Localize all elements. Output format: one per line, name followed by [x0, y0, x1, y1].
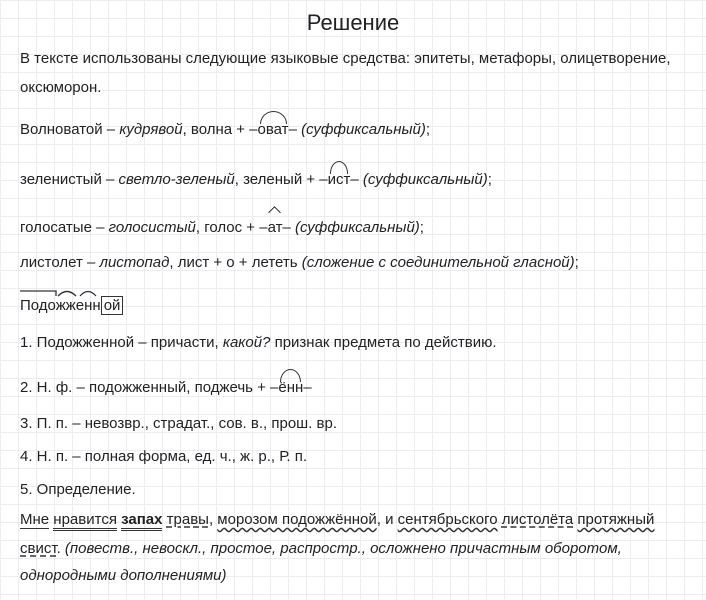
method: (суффиксальный) — [362, 171, 488, 188]
punct: , — [208, 511, 218, 528]
parse-text: 2. Н. ф. – подожженный, поджечь + – — [20, 379, 279, 396]
intro-line-2: оксюморон. — [20, 79, 102, 96]
word-part: , лист + о + лететь — [169, 254, 302, 271]
synonym: кудрявой — [119, 121, 183, 138]
synonym: листопад — [99, 254, 170, 271]
punct: , и — [376, 511, 398, 528]
method: (суффиксальный) — [301, 121, 426, 138]
subject: Мне — [20, 511, 50, 528]
participle-phrase: морозом подожжённой — [217, 511, 377, 528]
predicate: нравится — [53, 511, 117, 531]
word-analysis-2 — [20, 170, 492, 190]
synonym: светло-зеленый — [118, 171, 235, 188]
word-part: – — [350, 171, 363, 188]
word-part: зеленистый – — [20, 171, 119, 188]
punct: ; — [487, 171, 492, 188]
word-part: , зеленый + – — [234, 171, 328, 188]
morpheme-word — [20, 296, 123, 316]
punct: ; — [425, 121, 431, 138]
sentence-line-3: однородными дополнениями) — [20, 567, 227, 584]
word-part: Волноватой – — [20, 121, 120, 138]
punct: . — [56, 540, 65, 557]
sentence-characteristic: (повеств., невоскл., простое, распростр., осложнено причастным оборотом, — [64, 540, 622, 557]
word-analysis-4 — [20, 253, 579, 273]
attribute: протяжный — [577, 511, 655, 528]
punct: ; — [574, 254, 579, 271]
suffix: оват — [257, 121, 289, 138]
word-part: голосатые – — [20, 219, 109, 236]
word-part: – — [288, 121, 302, 138]
object: травы — [166, 511, 209, 528]
suffix: ённ — [278, 379, 304, 396]
method: (сложение с соединительной гласной) — [301, 254, 575, 271]
word-part: листолет – — [20, 254, 100, 271]
question: какой? — [222, 334, 271, 351]
word-stem: Подожженн — [20, 297, 101, 314]
parse-item-4: 4. Н. п. – полная форма, ед. ч., ж. р., Р. п. — [20, 448, 308, 465]
suffix: ист — [327, 171, 351, 188]
predicate-subject: запах — [121, 511, 162, 531]
parse-item-1 — [20, 333, 497, 353]
word-part: , голос + – — [195, 219, 268, 236]
object: свист — [20, 540, 57, 557]
object: листолёта — [501, 511, 574, 528]
parse-text: признак предмета по действию. — [270, 334, 497, 351]
parse-text: – — [303, 379, 312, 396]
intro-line-1: В тексте использованы следующие языковые средства: эпитеты, метафоры, олицетворение, — [20, 50, 671, 67]
word-analysis-1 — [20, 120, 430, 140]
suffix: ат — [267, 219, 283, 236]
word-ending: ой — [101, 296, 124, 315]
page-title: Решение — [306, 10, 400, 35]
punct: ; — [419, 219, 424, 236]
parse-item-3: 3. П. п. – невозвр., страдат., сов. в., прош. вр. — [20, 415, 338, 432]
sentence-line-2 — [20, 539, 622, 559]
parse-item-2 — [20, 378, 312, 398]
attribute: сентябрьского — [397, 511, 498, 528]
synonym: голосистый — [108, 219, 196, 236]
parse-item-5: 5. Определение. — [20, 481, 136, 498]
method: (суффиксальный) — [294, 219, 420, 236]
sentence-line-1 — [20, 510, 654, 530]
word-part: – — [282, 219, 295, 236]
parse-text: 1. Подожженной – причасти, — [20, 334, 223, 351]
word-analysis-3 — [20, 218, 424, 238]
word-part: , волна + – — [182, 121, 258, 138]
